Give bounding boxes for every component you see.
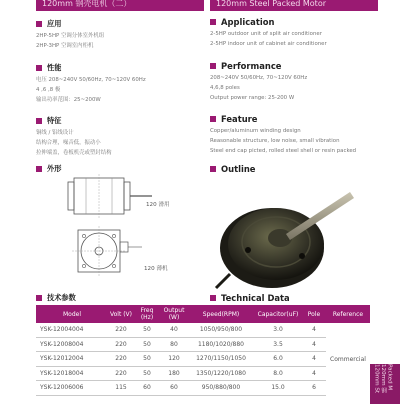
table-row: [36, 352, 370, 367]
application-en-line: 2-5HP indoor unit of cabinet air conditioner: [210, 41, 327, 47]
bullet-square-icon: [36, 21, 42, 27]
cell-capacitor: 3.0: [254, 323, 302, 337]
cell-volt: 220: [108, 337, 134, 352]
bullet-square-icon: [210, 295, 216, 301]
bullet-square-icon: [210, 116, 216, 122]
application-cn-line: 2HP-3HP 空调室内柜机: [36, 43, 94, 49]
performance-cn-line: 电压 208~240V 50/60Hz, 70~120V 60Hz: [36, 77, 146, 83]
bullet-square-icon: [36, 118, 42, 124]
banner-right-title: 120mm Steel Packed Motor: [216, 0, 326, 8]
cell-freq: 60: [134, 381, 160, 396]
cell-model: YSK-12018004: [36, 366, 108, 381]
col-reference-header: Reference: [326, 305, 370, 323]
cell-freq: 50: [134, 352, 160, 367]
feature-cn-line: 拉伸端盖，卷板机壳或塑封结构: [36, 150, 112, 156]
cell-volt: 220: [108, 323, 134, 337]
cell-volt: 220: [108, 366, 134, 381]
technical-data-table: [36, 305, 370, 396]
application-en-line: 2-5HP outdoor unit of split air conditioner: [210, 31, 322, 37]
banner-left-title: 120mm 钢壳电机（二）: [42, 0, 132, 8]
performance-en-line: 208~240V 50/60Hz, 70~120V 60Hz: [210, 75, 308, 81]
application-cn-heading: 应用: [47, 19, 62, 28]
bullet-square-icon: [36, 295, 42, 301]
cell-freq: 50: [134, 366, 160, 381]
performance-cn-line: 输出功率范围：25~200W: [36, 97, 101, 103]
banner-right: [210, 0, 378, 11]
feature-en-line: Reasonable structure, low noise, small vibration: [210, 138, 340, 144]
bullet-square-icon: [36, 166, 42, 172]
table-header-row: [36, 305, 370, 323]
outline-cn-heading: 外形: [47, 164, 62, 173]
cell-pole: 6: [302, 381, 326, 396]
cell-model: YSK-12008004: [36, 337, 108, 352]
bullet-square-icon: [210, 19, 216, 25]
feature-cn-heading: 特征: [47, 116, 62, 125]
cell-volt: 220: [108, 352, 134, 367]
cell-capacitor: 6.0: [254, 352, 302, 367]
side-tab: [370, 364, 400, 404]
cell-freq: 50: [134, 323, 160, 337]
bullet-square-icon: [210, 63, 216, 69]
side-tab-line: 120mm St: [373, 364, 380, 394]
cell-capacitor: 15.0: [254, 381, 302, 396]
tech-cn-section: [36, 292, 76, 304]
performance-en-line: 4,6,8 poles: [210, 85, 240, 91]
col-capacitor-header: Capacitor(uF): [254, 305, 302, 323]
cell-speed: 950/880/800: [188, 381, 254, 396]
feature-cn-line: 结构合理，噪音低，振动小: [36, 140, 101, 146]
tech-en-heading: Technical Data: [221, 293, 290, 303]
col-pole-header: Pole: [302, 305, 326, 323]
outline-en-heading: Outline: [221, 164, 256, 174]
cell-capacitor: 8.0: [254, 366, 302, 381]
performance-en-line: Output power range: 25-200 W: [210, 95, 295, 101]
cell-volt: 115: [108, 381, 134, 396]
performance-en-section: [210, 60, 307, 103]
col-output-header: Output (W): [160, 305, 188, 323]
cell-output: 120: [160, 352, 188, 367]
cell-capacitor: 3.5: [254, 337, 302, 352]
application-cn-section: [36, 18, 104, 51]
side-tab-line: Packed M: [386, 364, 393, 391]
cell-model: YSK-12006006: [36, 381, 108, 396]
application-en-section: [210, 16, 327, 49]
outline-label-bottom: 120 薄机: [144, 266, 168, 272]
cell-output: 80: [160, 337, 188, 352]
cell-reference: Commercial: [330, 355, 366, 363]
table-row: [36, 366, 370, 381]
performance-cn-line: 4 ,6 ,8 极: [36, 87, 61, 93]
feature-cn-line: 铜线 / 铝线设计: [36, 130, 74, 136]
performance-en-heading: Performance: [221, 61, 282, 71]
col-freq-header: Freq (Hz): [134, 305, 160, 323]
cell-pole: 4: [302, 337, 326, 352]
outline-cn-section: [36, 163, 61, 175]
banner-left: [36, 0, 204, 11]
bullet-square-icon: [210, 166, 216, 172]
cell-speed: 1050/950/800: [188, 323, 254, 337]
motor-photo-svg: [210, 178, 385, 293]
cell-output: 40: [160, 323, 188, 337]
cell-speed: 1270/1150/1050: [188, 352, 254, 367]
feature-en-line: Steel end cap picted, rolled steel shell or resin packed: [210, 148, 357, 154]
cell-pole: 4: [302, 352, 326, 367]
feature-cn-section: [36, 115, 111, 158]
cell-pole: 4: [302, 323, 326, 337]
cell-freq: 50: [134, 337, 160, 352]
tech-cn-heading: 技术参数: [47, 293, 76, 302]
cell-output: 60: [160, 381, 188, 396]
table-row: [36, 381, 370, 396]
application-cn-line: 2HP-5HP 空调分体室外机组: [36, 33, 105, 39]
feature-en-heading: Feature: [221, 114, 258, 124]
outline-drawings: [60, 172, 168, 288]
performance-cn-section: [36, 62, 146, 105]
table-row: [36, 337, 370, 352]
application-en-heading: Application: [221, 17, 275, 27]
table-row: [36, 323, 370, 337]
cell-model: YSK-12012004: [36, 352, 108, 367]
outline-label-top: 120 滑用: [146, 202, 170, 208]
cell-speed: 1350/1220/1080: [188, 366, 254, 381]
cell-speed: 1180/1020/880: [188, 337, 254, 352]
motor-photo: [210, 178, 385, 293]
outline-en-section: [210, 163, 255, 175]
feature-en-section: [210, 113, 356, 156]
cell-model: YSK-12004004: [36, 323, 108, 337]
bullet-square-icon: [36, 65, 42, 71]
col-speed-header: Speed(RPM): [188, 305, 254, 323]
performance-cn-heading: 性能: [47, 63, 62, 72]
feature-en-line: Copper/aluminum winding design: [210, 128, 301, 134]
cell-output: 180: [160, 366, 188, 381]
cell-pole: 4: [302, 366, 326, 381]
side-tab-line: 120mm 钢: [380, 364, 386, 393]
tech-en-section: [210, 292, 290, 304]
col-model-header: Model: [36, 305, 108, 323]
col-volt-header: Volt (V): [108, 305, 134, 323]
